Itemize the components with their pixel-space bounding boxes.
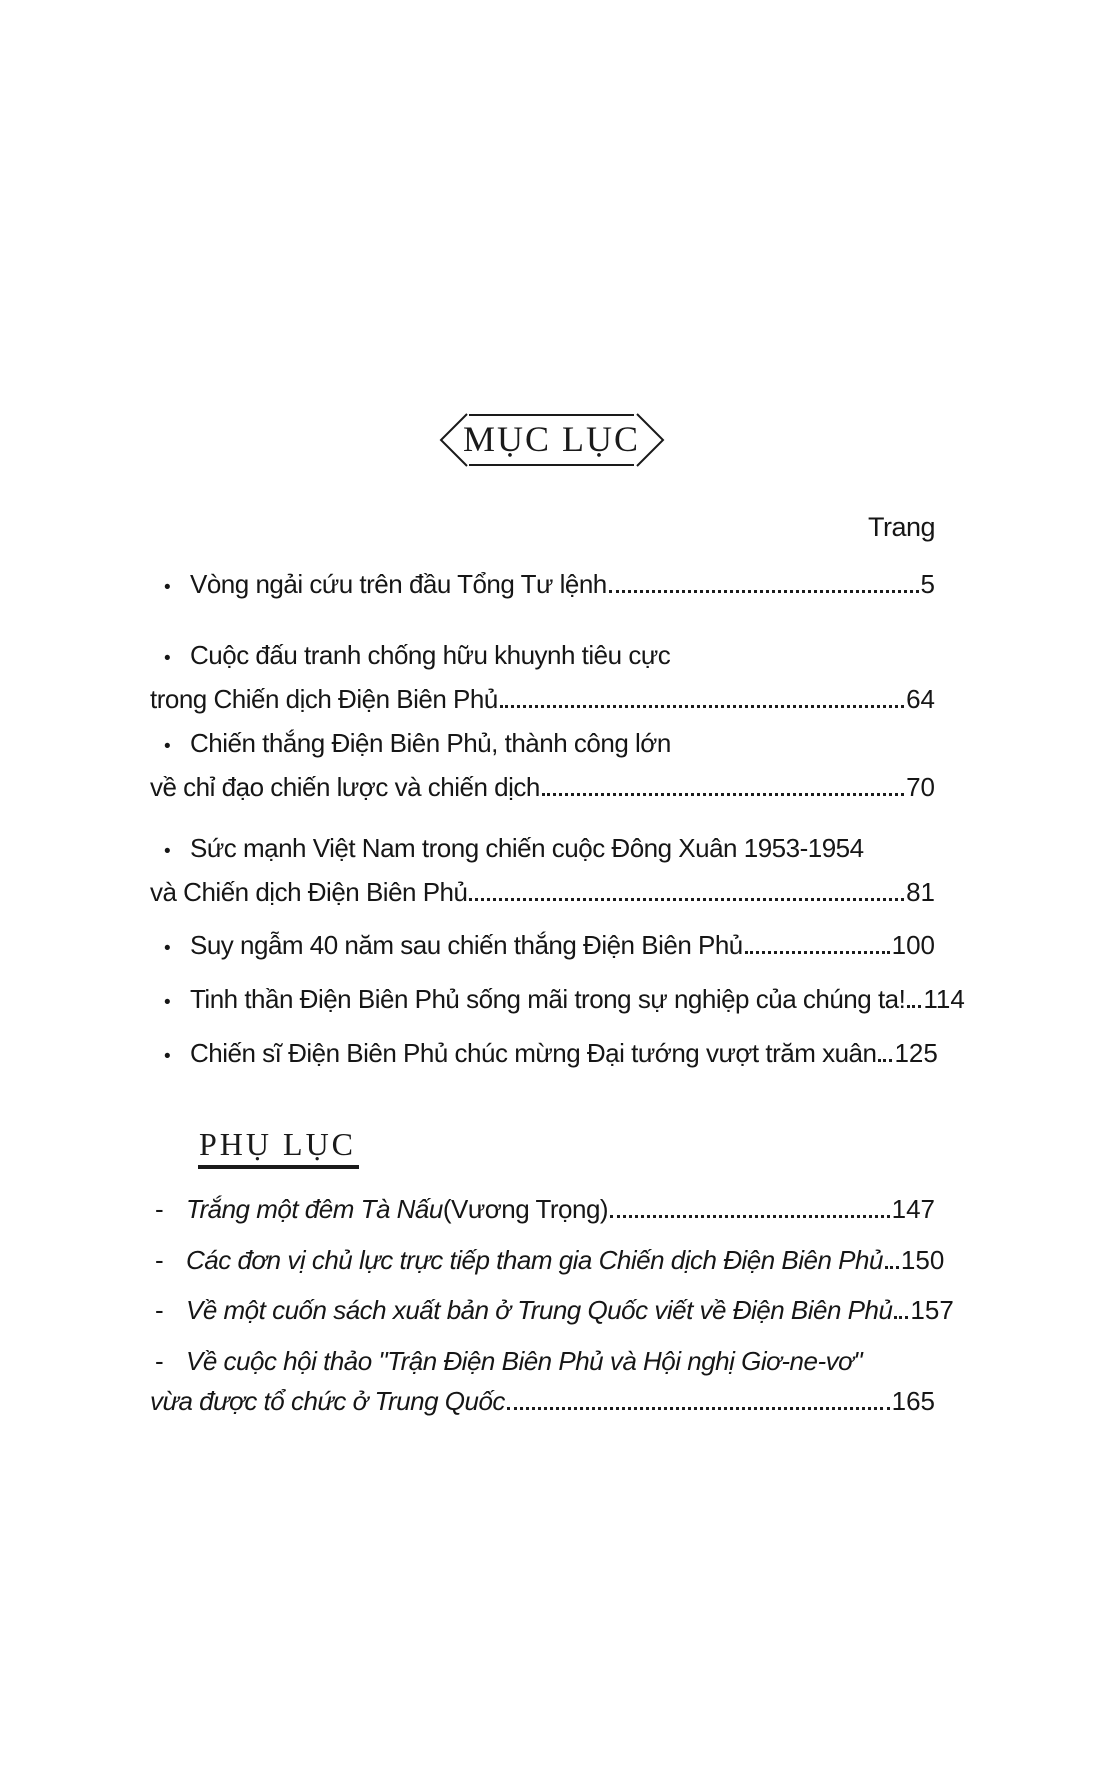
toc-entry — [150, 564, 935, 608]
dot-leader — [878, 1059, 892, 1062]
bullet-icon: • — [164, 577, 171, 598]
entry-title-continued: và Chiến dịch Điện Biên Phủ — [150, 877, 468, 907]
dot-leader — [894, 1316, 908, 1319]
dash-marker: - — [155, 1194, 164, 1224]
dot-leader — [907, 1005, 921, 1008]
entry-title: Chiến thắng Điện Biên Phủ, thành công lớn — [190, 728, 671, 758]
toc-entry — [150, 635, 935, 719]
dash-marker: - — [155, 1295, 164, 1325]
toc-entry — [150, 828, 935, 912]
appendix-entry — [150, 1290, 954, 1330]
toc-entry — [150, 1033, 938, 1077]
toc-entry — [150, 979, 965, 1023]
entry-page-number: 165 — [891, 1386, 935, 1416]
entry-title-italic: Trắng một đêm Tà Nấu — [186, 1194, 443, 1224]
page-title-banner — [432, 412, 672, 468]
entry-page-number: 147 — [891, 1194, 935, 1224]
entry-title-continued: về chỉ đạo chiến lược và chiến dịch — [150, 772, 540, 802]
entry-page-number: 157 — [910, 1295, 954, 1325]
entry-title-italic: Về cuộc hội thảo "Trận Điện Biên Phủ và Hội nghị Giơ-ne-vơ" — [186, 1346, 863, 1376]
entry-page-number: 114 — [923, 984, 965, 1014]
bullet-icon: • — [164, 992, 171, 1013]
toc-entry — [150, 925, 935, 969]
appendix-entry — [150, 1240, 945, 1280]
entry-title: Suy ngẫm 40 năm sau chiến thắng Điện Biên Phủ — [190, 930, 743, 960]
entry-title: Vòng ngải cứu trên đầu Tổng Tư lệnh — [190, 569, 607, 599]
entry-title-italic: Về một cuốn sách xuất bản ở Trung Quốc viết về Điện Biên Phủ — [186, 1295, 893, 1325]
bullet-icon: • — [164, 841, 171, 862]
dot-leader — [745, 951, 890, 954]
entry-title-italic: Các đơn vị chủ lực trực tiếp tham gia Chiến dịch Điện Biên Phủ — [186, 1245, 883, 1275]
dot-leader — [542, 793, 904, 796]
appendix-list — [150, 1189, 954, 1421]
bullet-icon: • — [164, 736, 171, 757]
entry-title: Cuộc đấu tranh chống hữu khuynh tiêu cực — [190, 640, 671, 670]
page-title: MỤC LỤC — [462, 419, 641, 459]
entry-title: Chiến sĩ Điện Biên Phủ chúc mừng Đại tướng vượt trăm xuân — [190, 1038, 877, 1068]
toc-list — [150, 564, 965, 1077]
appendix-entry — [150, 1189, 935, 1229]
dash-marker: - — [155, 1245, 164, 1275]
appendix-title: PHỤ LỤC — [198, 1126, 359, 1169]
dot-leader — [609, 590, 919, 593]
entry-page-number: 150 — [900, 1245, 945, 1275]
entry-title-continued: trong Chiến dịch Điện Biên Phủ — [150, 684, 498, 714]
entry-page-number: 70 — [906, 772, 935, 802]
entry-title: Sức mạnh Việt Nam trong chiến cuộc Đông Xuân 1953-1954 — [190, 833, 864, 863]
page-column-header: Trang — [867, 512, 935, 542]
entry-page-number: 125 — [894, 1038, 938, 1068]
entry-page-number: 5 — [920, 569, 935, 599]
appendix-entry — [150, 1341, 935, 1421]
appendix-section — [150, 1122, 954, 1421]
entry-page-number: 64 — [906, 684, 935, 714]
entry-page-number: 81 — [906, 877, 935, 907]
dash-marker: - — [155, 1346, 164, 1376]
entry-title: Tinh thần Điện Biên Phủ sống mãi trong sự nghiệp của chúng ta! — [190, 984, 906, 1014]
dot-leader — [469, 898, 904, 901]
dot-leader — [507, 1407, 890, 1410]
bullet-icon: • — [164, 1046, 171, 1067]
dot-leader — [500, 705, 904, 708]
entry-author: (Vương Trọng) — [442, 1194, 609, 1224]
bullet-icon: • — [164, 648, 171, 669]
bullet-icon: • — [164, 938, 171, 959]
dot-leader — [610, 1215, 890, 1218]
entry-title-continued: vừa được tổ chức ở Trung Quốc — [150, 1386, 505, 1416]
entry-page-number: 100 — [891, 930, 935, 960]
toc-entry — [150, 723, 935, 807]
dot-leader — [885, 1266, 899, 1269]
